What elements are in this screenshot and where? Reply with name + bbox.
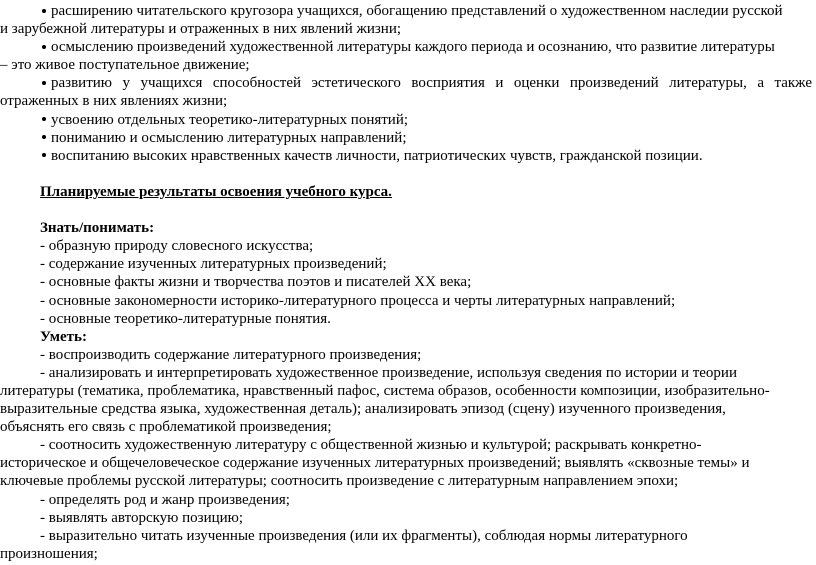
subheading-skills: Уметь: (40, 328, 87, 345)
bullet-icon (42, 81, 46, 85)
goal-item-6 (0, 147, 812, 165)
text-line: развитию у учащихся способностей эстетического восприятия и оценки произведений литературы, а также (51, 75, 812, 92)
blank-line (0, 165, 812, 183)
skill-item: - выразительно читать изученные произведения (или их фрагменты), соблюдая нормы литературного (40, 527, 688, 544)
bullet-icon (42, 9, 46, 13)
blank-line (0, 201, 812, 219)
know-item: - основные теоретико-литературные понятия. (40, 310, 331, 327)
know-item: - основные закономерности историко-литературного процесса и черты литературных направлений; (40, 292, 676, 309)
text-line: пониманию и осмыслению литературных направлений; (51, 129, 407, 146)
text-line: – это живое поступательное движение; (0, 57, 250, 74)
goal-item-2 (0, 38, 812, 56)
text-line: произношения; (0, 545, 98, 562)
text-line: выразительные средства языка, художественная деталь); анализировать эпизод (сцену) изученного произведения, (0, 401, 726, 418)
know-item: - основные факты жизни и творчества поэтов и писателей ХХ века; (40, 274, 472, 291)
section-heading: Планируемые результаты освоения учебного курса. (40, 183, 392, 200)
text-line: историческое и общечеловеческое содержание изученных литературных произведений; выявлять «сквозные темы» и (0, 455, 750, 472)
document-page (0, 2, 812, 563)
text-line: и зарубежной литературы и отраженных в них явлений жизни; (0, 21, 402, 38)
bullet-icon (42, 153, 46, 157)
text-line: литературы (тематика, проблематика, нравственный пафос, система образов, особенности композиции, изобразительно- (0, 382, 770, 399)
bullet-icon (42, 135, 46, 139)
text-line: ключевые проблемы русской литературы; соотносить произведение с литературным направлением эпохи; (0, 473, 679, 490)
text-line: осмыслению произведений художественной литературы каждого периода и осознанию, что развитие литературы (51, 39, 775, 56)
skill-item: - определять род и жанр произведения; (40, 491, 290, 508)
text-line: расширению читательского кругозора учащихся, обогащению представлений о художественном наследии русской (51, 3, 783, 19)
text-line: объяснять его связь с проблематикой произведения; (0, 419, 332, 436)
goal-item-5 (0, 129, 812, 147)
know-item: - содержание изученных литературных произведений; (40, 256, 387, 273)
skill-item: - воспроизводить содержание литературного произведения; (40, 346, 422, 363)
goal-item-3 (0, 74, 812, 92)
goal-item-1 (0, 2, 812, 20)
know-item: - образную природу словесного искусства; (40, 238, 314, 255)
goal-item-4 (0, 111, 812, 129)
skill-item: - анализировать и интерпретировать художественное произведение, используя сведения по истории и теории (40, 364, 737, 381)
skill-item: - выявлять авторскую позицию; (40, 509, 244, 526)
text-line: отраженных в них явлениях жизни; (0, 93, 228, 110)
text-line: усвоению отдельных теоретико-литературных понятий; (51, 111, 409, 128)
bullet-icon (42, 117, 46, 121)
bullet-icon (42, 45, 46, 49)
skill-item: - соотносить художественную литературу с общественной жизнью и культурой; раскрывать конкретно- (40, 437, 702, 454)
subheading-know: Знать/понимать: (40, 220, 155, 237)
text-line: воспитанию высоких нравственных качеств личности, патриотических чувств, гражданской позиции. (51, 147, 703, 164)
